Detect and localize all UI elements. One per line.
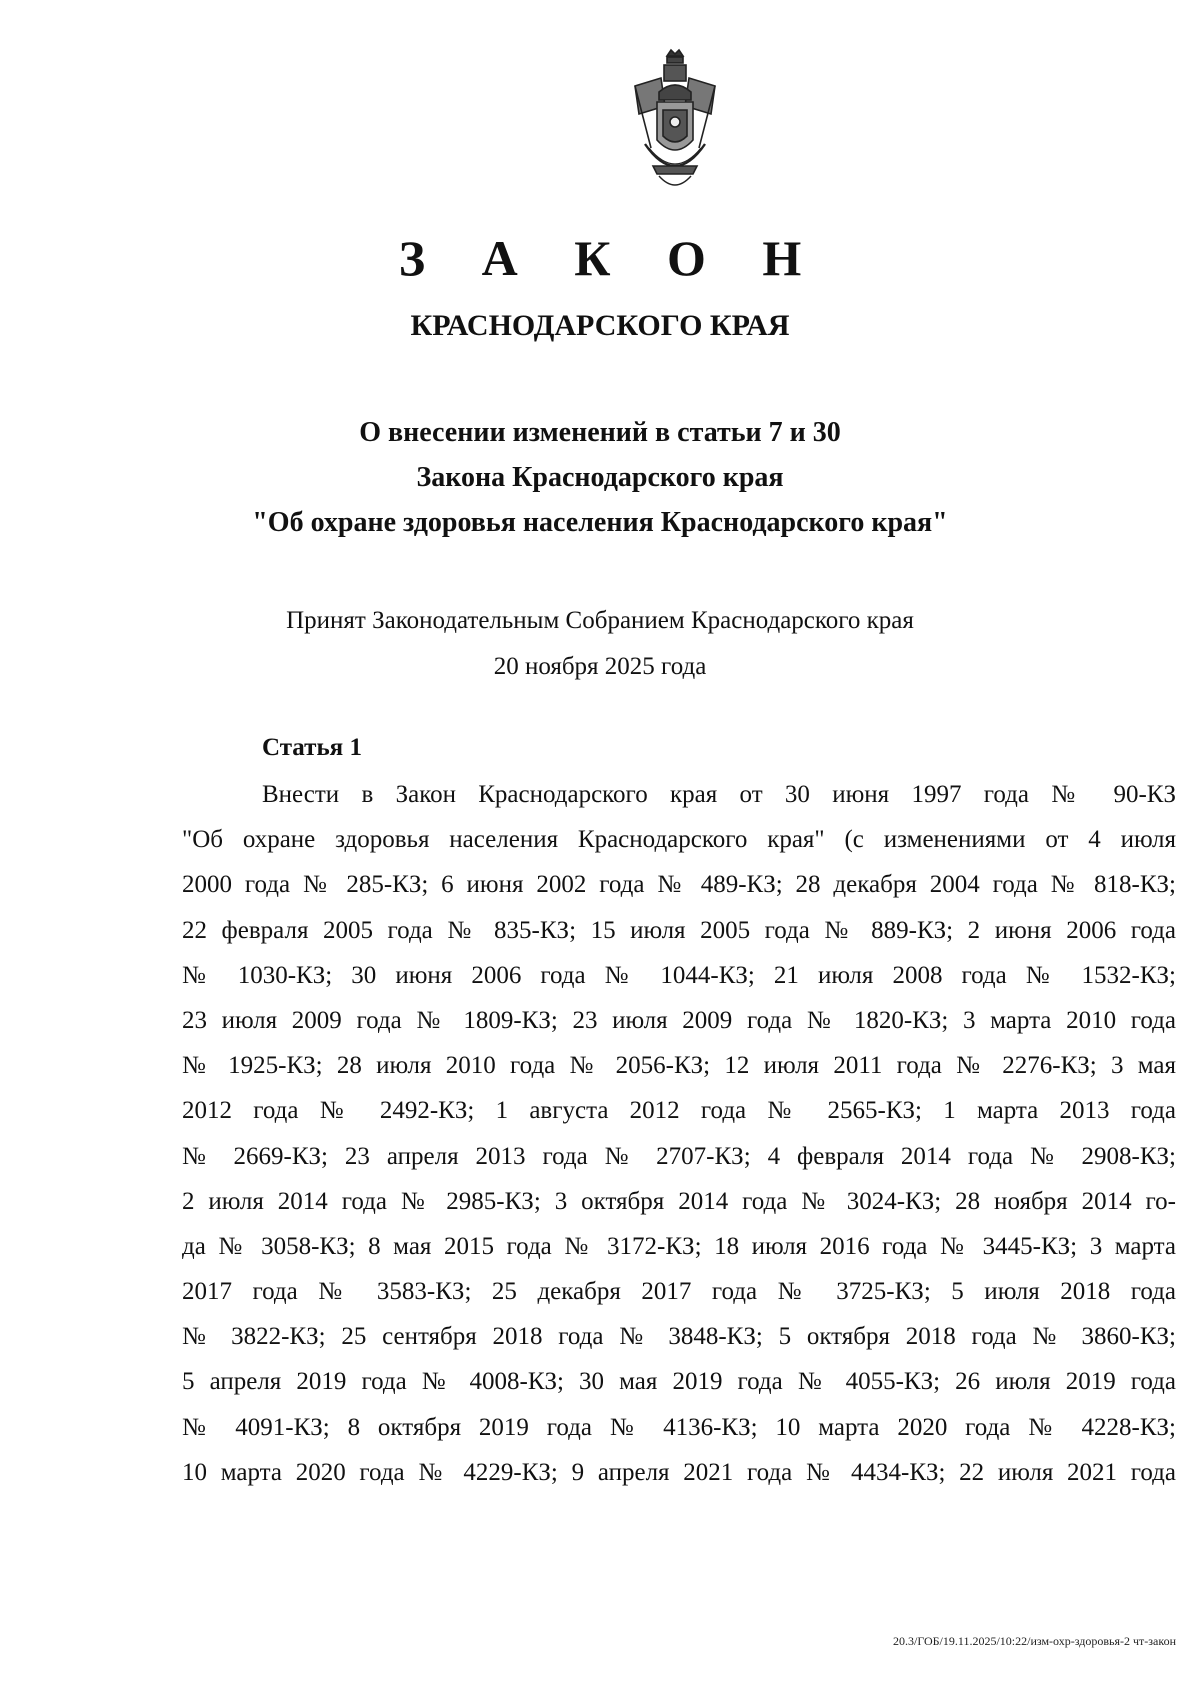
article-line: 22 февраля 2005 года № 835-КЗ; 15 июля 2005 года № 889-КЗ; 2 июня 2006 года xyxy=(182,916,1176,944)
article-line: № 1925-КЗ; 28 июля 2010 года № 2056-КЗ; 12 июля 2011 года № 2276-КЗ; 3 мая xyxy=(182,1052,1176,1080)
law-name-line: О внесении изменений в статьи 7 и 30 xyxy=(359,417,841,448)
article-line: 23 июля 2009 года № 1809-КЗ; 23 июля 2009 года № 1820-КЗ; 3 марта 2010 года xyxy=(182,1006,1176,1034)
article-line: № 3822-КЗ; 25 сентября 2018 года № 3848-КЗ; 5 октября 2018 года № 3860-КЗ; xyxy=(182,1323,1176,1351)
adoption-body: Принят Законодательным Собранием Краснодарского края xyxy=(286,607,914,634)
article-line: 2017 года № 3583-КЗ; 25 декабря 2017 года № 3725-КЗ; 5 июля 2018 года xyxy=(182,1278,1176,1306)
article-line: 2012 года № 2492-КЗ; 1 августа 2012 года № 2565-КЗ; 1 марта 2013 года xyxy=(182,1097,1176,1125)
article-line: 10 марта 2020 года № 4229-КЗ; 9 апреля 2021 года № 4434-КЗ; 22 июля 2021 года xyxy=(182,1458,1176,1486)
document-subtitle: КРАСНОДАРСКОГО КРАЯ xyxy=(410,309,790,342)
coat-of-arms-icon xyxy=(615,48,735,198)
document-footer-code: 20.3/ГОБ/19.11.2025/10:22/изм-охр-здоровья-2 чт-закон xyxy=(893,1634,1176,1648)
article-body xyxy=(182,772,1176,1495)
law-name xyxy=(0,410,1200,545)
article-line: 5 апреля 2019 года № 4008-КЗ; 30 мая 2019 года № 4055-КЗ; 26 июля 2019 года xyxy=(182,1368,1176,1396)
article-line: "Об охране здоровья населения Краснодарского края" (с изменениями от 4 июля xyxy=(182,826,1176,854)
law-name-line: "Об охране здоровья населения Краснодарского края" xyxy=(252,507,948,538)
document-title: З А К О Н xyxy=(398,230,824,286)
article-line: да № 3058-КЗ; 8 мая 2015 года № 3172-КЗ; 18 июля 2016 года № 3445-КЗ; 3 марта xyxy=(182,1232,1176,1260)
article-heading: Статья 1 xyxy=(262,734,362,761)
adoption-date: 20 ноября 2025 года xyxy=(493,653,707,680)
article-line: № 4091-КЗ; 8 октября 2019 года № 4136-КЗ; 10 марта 2020 года № 4228-КЗ; xyxy=(182,1413,1176,1441)
law-name-line: Закона Краснодарского края xyxy=(416,462,784,493)
article-line: 2000 года № 285-КЗ; 6 июня 2002 года № 489-КЗ; 28 декабря 2004 года № 818-КЗ; xyxy=(182,871,1176,899)
adoption-note xyxy=(0,598,1200,690)
article-line: Внести в Закон Краснодарского края от 30 июня 1997 года № 90-КЗ xyxy=(262,781,1176,808)
article-line: № 1030-КЗ; 30 июня 2006 года № 1044-КЗ; 21 июля 2008 года № 1532-КЗ; xyxy=(182,961,1176,989)
article-line: № 2669-КЗ; 23 апреля 2013 года № 2707-КЗ; 4 февраля 2014 года № 2908-КЗ; xyxy=(182,1142,1176,1170)
article-line: 2 июля 2014 года № 2985-КЗ; 3 октября 2014 года № 3024-КЗ; 28 ноября 2014 го- xyxy=(182,1187,1176,1215)
